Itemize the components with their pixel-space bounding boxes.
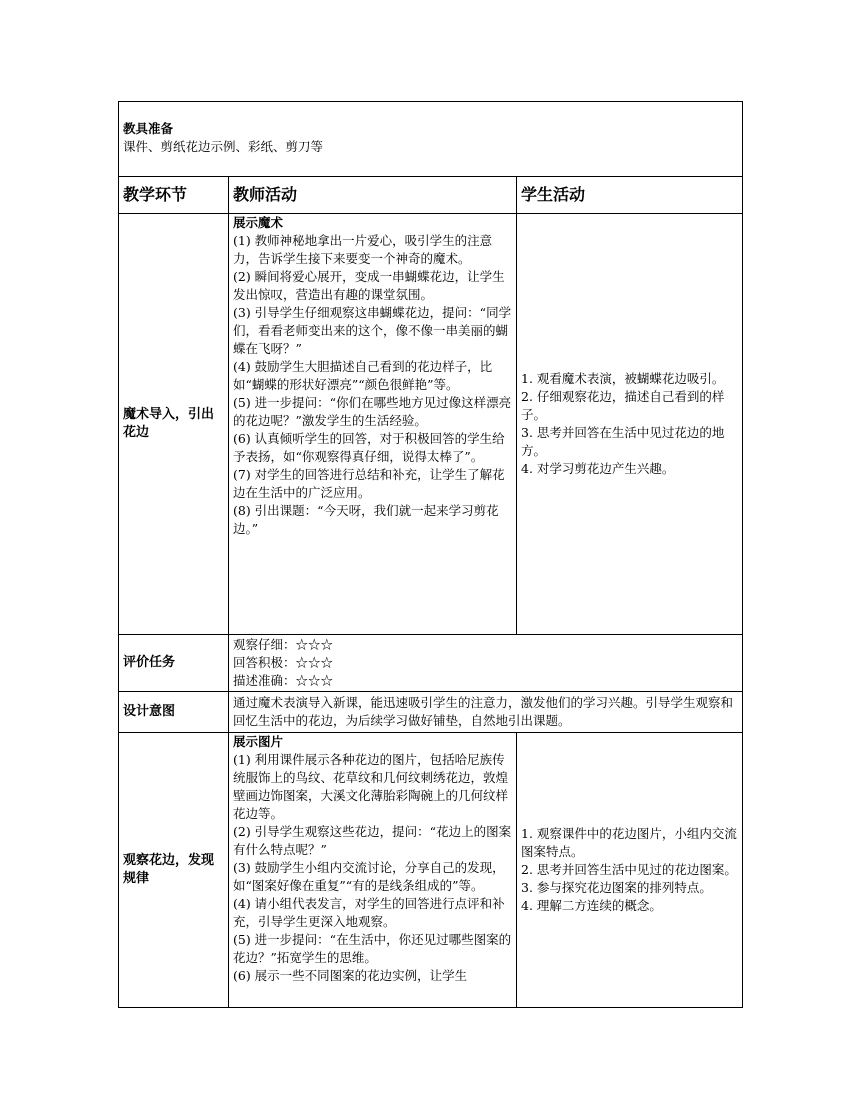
header-stage: 教学环节 [119,177,229,214]
section2-student-item: 2. 思考并回答生活中见过的花边图案。 [521,862,737,877]
evaluation-stage: 评价任务 [119,635,229,692]
evaluation-item: 回答积极：☆☆☆ [233,655,334,670]
section2-row [119,733,743,1008]
section1-row [119,214,743,635]
section1-student-item: 4. 对学习剪花边产生兴趣。 [521,461,675,476]
section2-stage: 观察花边，发现规律 [119,733,229,1008]
section1-teacher-item: (1) 教师神秘地拿出一片爱心，吸引学生的注意力，告诉学生接下来要变一个神奇的魔术。 [233,233,493,266]
section1-teacher-item: (5) 进一步提问：“你们在哪些地方见过像这样漂亮的花边呢？”激发学生的生活经验。 [233,395,512,428]
header-student: 学生活动 [517,177,743,214]
section2-teacher-item: (3) 鼓励学生小组内交流讨论，分享自己的发现，如“图案好像在重复”“有的是线条组成的”等。 [233,860,505,893]
section1-stage: 魔术导入，引出花边 [119,214,229,635]
section1-teacher-item: (8) 引出课题：“今天呀，我们就一起来学习剪花边。” [233,503,499,536]
prep-title: 教具准备 [123,121,174,136]
evaluation-cell [229,635,743,692]
prep-row [119,102,743,177]
header-teacher: 教师活动 [229,177,517,214]
section1-teacher-item: (3) 引导学生仔细观察这串蝴蝶花边，提问：“同学们，看看老师变出来的这个，像不像一串美丽的蝴蝶在飞呀？” [233,305,512,356]
section1-teacher-item: (7) 对学生的回答进行总结和补充，让学生了解花边在生活中的广泛应用。 [233,467,505,500]
header-row [119,177,743,214]
lesson-plan-table [118,101,743,1008]
section1-student-cell [517,214,743,635]
section1-student-item: 3. 思考并回答在生活中见过花边的地方。 [521,425,725,458]
evaluation-item: 观察仔细：☆☆☆ [233,637,334,652]
section2-teacher-cell [229,733,517,1008]
section2-teacher-title: 展示图片 [233,734,284,749]
section1-teacher-title: 展示魔术 [233,215,284,230]
design-stage: 设计意图 [119,692,229,733]
evaluation-row [119,635,743,692]
section1-teacher-item: (2) 瞬间将爱心展开，变成一串蝴蝶花边，让学生发出惊叹，营造出有趣的课堂氛围。 [233,269,505,302]
section1-teacher-item: (6) 认真倾听学生的回答，对于积极回答的学生给予表扬，如“你观察得真仔细，说得太棒了”。 [233,431,505,464]
section2-teacher-item: (4) 请小组代表发言，对学生的回答进行点评和补充，引导学生更深入地观察。 [233,896,505,929]
section2-teacher-item: (1) 利用课件展示各种花边的图片，包括哈尼族传统服饰上的鸟纹、花草纹和几何纹刺绣花边，敦煌壁画边饰图案，大溪文化薄胎彩陶碗上的几何纹样花边等。 [233,752,509,821]
prep-content: 课件、剪纸花边示例、彩纸、剪刀等 [123,139,324,154]
design-row [119,692,743,733]
section2-student-item: 3. 参与探究花边图案的排列特点。 [521,880,712,895]
section2-teacher-clip [233,733,512,1005]
section2-teacher-item: (2) 引导学生观察这些花边，提问：“花边上的图案有什么特点呢？” [233,824,512,857]
section2-teacher-item: (5) 进一步提问：“在生活中，你还见过哪些图案的花边？”拓宽学生的思维。 [233,932,512,965]
section1-teacher-cell [229,214,517,635]
section1-student-item: 2. 仔细观察花边，描述自己看到的样子。 [521,389,725,422]
section2-student-item: 4. 理解二方连续的概念。 [521,898,662,913]
prep-cell [119,102,743,177]
section2-teacher-item: (6) 展示一些不同图案的花边实例，让学生 [233,968,468,983]
evaluation-item: 描述准确：☆☆☆ [233,673,334,688]
section2-student-item: 1. 观察课件中的花边图片，小组内交流图案特点。 [521,826,737,859]
design-content: 通过魔术表演导入新课，能迅速吸引学生的注意力，激发他们的学习兴趣。引导学生观察和回忆生活中的花边，为后续学习做好铺垫，自然地引出课题。 [229,692,743,733]
section2-student-cell [517,733,743,1008]
section1-teacher-item: (4) 鼓励学生大胆描述自己看到的花边样子，比如“蝴蝶的形状好漂亮”“颜色很鲜艳”等。 [233,359,493,392]
section1-student-item: 1. 观看魔术表演，被蝴蝶花边吸引。 [521,371,725,386]
